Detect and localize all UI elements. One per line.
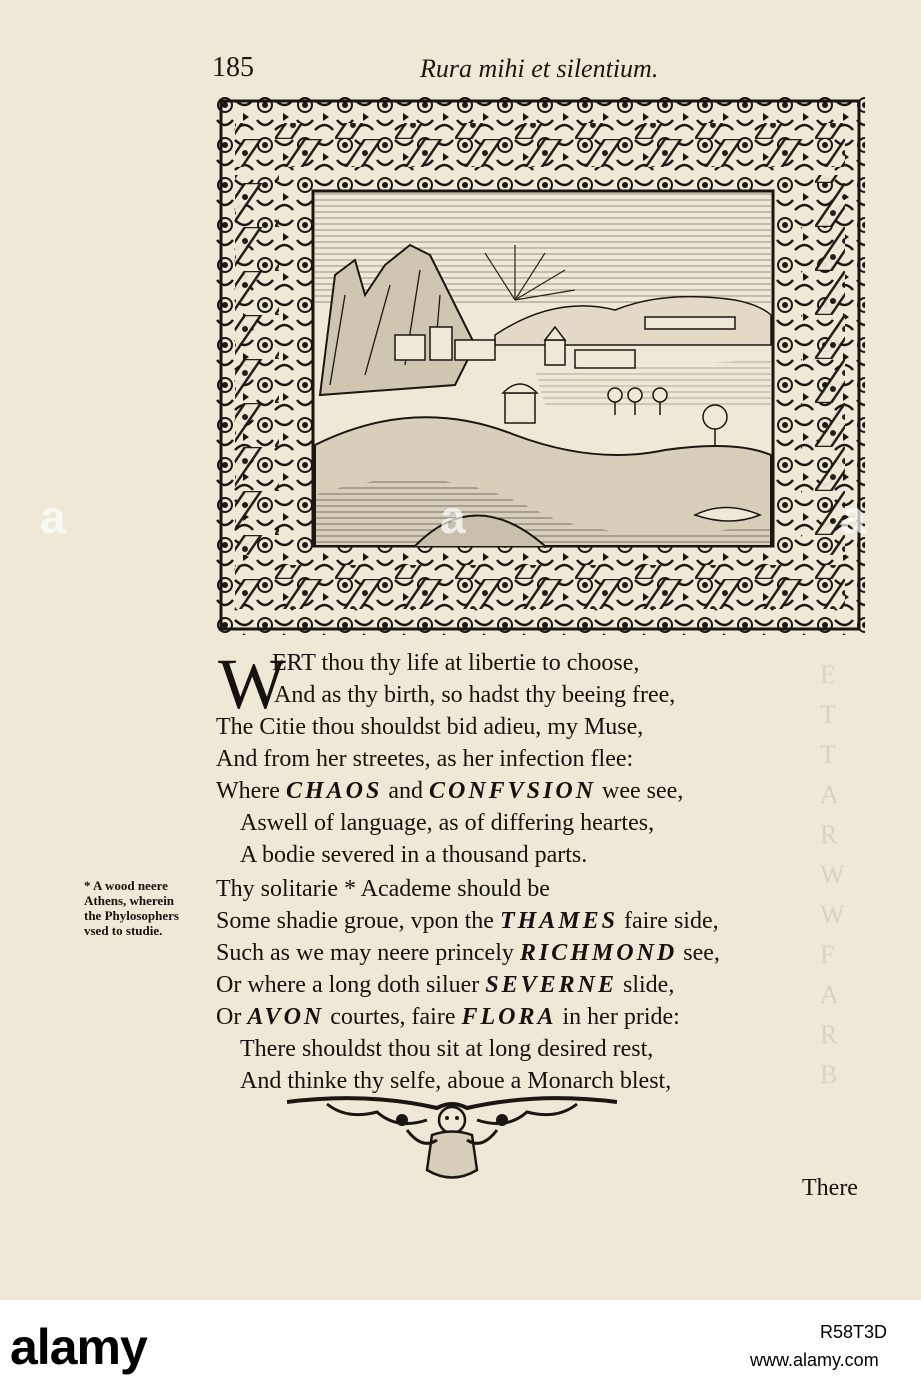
stock-url: www.alamy.com	[750, 1350, 879, 1370]
catchword: There	[802, 1175, 858, 1201]
poem-line: Where CHAOS and CONFVSION wee see,	[216, 778, 684, 804]
watermark-glyph: a	[40, 491, 66, 543]
marginal-gloss: * A wood neere Athens, wherein the Phylosophers vsed to studie.	[84, 878, 179, 938]
poem-line: Or AVON courtes, faire FLORA in her pride:	[216, 1004, 680, 1030]
running-head: Rura mihi et silentium.	[420, 54, 659, 83]
watermark-glyph: a	[840, 491, 866, 543]
poem-line: There shouldst thou sit at long desired rest,	[240, 1036, 654, 1062]
image-id: R58T3D	[820, 1322, 888, 1342]
watermark-glyph: a	[440, 491, 466, 543]
stock-logo: alamy	[10, 1319, 147, 1375]
poem-line: Some shadie groue, vpon the THAMES faire side,	[216, 908, 719, 934]
page-number: 185	[212, 52, 254, 83]
poem-line: And from her streetes, as her infection flee:	[216, 746, 634, 772]
poem-line: Thy solitarie * Academe should be	[216, 876, 550, 902]
tailpiece-ornament	[287, 1090, 617, 1190]
poem-line: Such as we may neere princely RICHMOND see,	[216, 940, 720, 966]
poem-line: Or where a long doth siluer SEVERNE slide,	[216, 972, 675, 998]
poem-line: Aswell of language, as of differing heartes,	[240, 810, 655, 836]
poem-line: The Citie thou shouldst bid adieu, my Muse,	[216, 714, 644, 740]
woodcut-illustration	[215, 95, 865, 635]
poem-line: And as thy birth, so hadst thy beeing free,	[274, 682, 676, 708]
poem-line: And thinke thy selfe, aboue a Monarch blest,	[240, 1068, 672, 1094]
scanned-page: E T T A R W W F A R B 185 Rura mihi et silentium. W ERT thou thy life at libertie to choose, And as thy birth, so hadst thy beeing free, The Citie thou shouldst bid adieu, my Muse, And from her streetes, as her infection flee: Where CHAOS and CONFVSION wee see, Aswell of language, as of differing heartes, A bodie severed in a thousand parts. * A wood neere Athens, wherein the Phylosophers vsed to studie. Thy solitarie * Academe should be Some shadie groue, vpon the THAMES faire side, Such as we may neere princely RICHMOND see, Or where a long doth siluer SEVERNE slide, Or AVON courtes, faire FLORA in her pride: There shouldst thou sit at long desired rest, And thinke thy selfe, aboue a Monarch blest, There a a a	[0, 0, 921, 1300]
poem-line: A bodie severed in a thousand parts.	[240, 842, 588, 868]
drop-cap: W	[218, 644, 286, 724]
poem-line: ERT thou thy life at libertie to choose,	[272, 650, 640, 676]
